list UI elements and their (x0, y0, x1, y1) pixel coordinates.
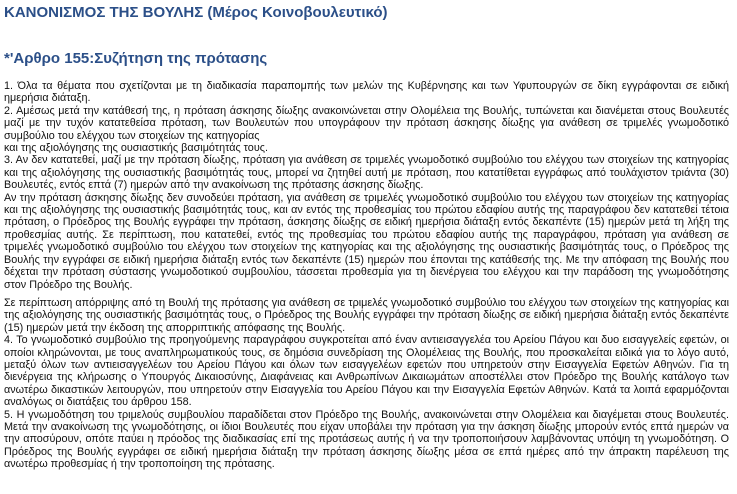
paragraph-1: 1. Όλα τα θέματα που σχετίζονται με τη διαδικασία παραπομπής των μελών της Κυβέρνησης και των Υφυπουργών σε δίκη εγγράφονται σε ειδική ημερήσια διάταξη. (4, 80, 729, 105)
paragraph-4: 4. Το γνωμοδοτικό συμβούλιο της προηγούμενης παραγράφου συγκροτείται από έναν αντιεισαγγελέα του Αρείου Πάγου και δυο εισαγγελείς εφετών, οι οποίοι κληρώνονται, με τους αναπληρωματικούς τους, σε δημόσια συνεδρίαση της Ολομέλειας της Βουλής, που προσκαλείται ειδικά για το λόγο αυτό, μεταξύ όλων των αντιεισαγγελέων του Αρείου Πάγου και όλων των εισαγγελέων εφετών που υπηρετούν στην Εισαγγελία Εφετών Αθηνών. Για τη διενέργεια της κλήρωσης ο Υπουργός Δικαιοσύνης, Διαφάνειας και Ανθρωπίνων Δικαιωμάτων αποστέλλει στον Πρόεδρο της Βουλής κατάλογο των ανωτέρω δικαστικών λειτουργών, που υπηρετούν στην Εισαγγελία του Αρείου Πάγου και την Εισαγγελία Εφετών Αθηνών. Κατά τα λοιπά εφαρμόζονται αναλόγως οι διατάξεις του άρθρου 158. (4, 334, 729, 409)
article-title: *'Αρθρο 155:Συζήτηση της πρότασης (4, 50, 268, 67)
paragraph-2-continuation: και της αξιολόγησης της ουσιαστικής βασιμότητάς τους. (4, 142, 268, 155)
article-body (4, 80, 729, 471)
paragraph-5: 5. Η γνωμοδότηση του τριμελούς συμβουλίου παραδίδεται στον Πρόεδρο της Βουλής, ανακοινώνεται στην Ολομέλεια και διαγέμεται στους Βουλευτές. Μετά την ανακοίνωση της γνωμοδότησης, οι ίδιοι Βουλευτές που είχαν υποβάλει την πρόταση για την άσκηση δίωξης μπορούν εντός επτά ημερών να την αποσύρουν, οπότε παύει η πρόοδος της διαδικασίας επί της προτάσεως αυτής ή να την τροποποιήσουν λαμβάνοντας υπόψη τη γνωμοδότηση. Ο Πρόεδρος της Βουλής εγγράφει σε ειδική ημερήσια διάταξη την πρόταση άσκησης δίωξης μέσα σε επτά ημέρες από την άπρακτη παρέλευση της ανωτέρω προθεσμίας ή την τροποποίηση της πρότασης. (4, 408, 729, 471)
paragraph-2: 2. Αμέσως μετά την κατάθεσή της, η πρόταση άσκησης δίωξης ανακοινώνεται στην Ολομέλεια της Βουλής, τυπώνεται και διανέμεται στους Βουλευτές μαζί με την τυχόν κατατεθείσα πρόταση, των Βουλευτών που υπογράφουν την πρόταση άσκησης δίωξης για ανάθεση σε τριμελές γνωμοδοτικό συμβούλιο του ελέγχου των στοιχείων της κατηγορίας (4, 104, 729, 142)
paragraph-3-second: Αν την πρόταση άσκησης δίωξης δεν συνοδεύει πρόταση, για ανάθεση σε τριμελές γνωμοδοτικό συμβούλιο του ελέγχου των στοιχείων της κατηγορίας και της αξιολόγησης της ουσιαστικής βασιμότητάς τους, και αν εντός της προθεσμίας του πρώτου εδαφίου αυτής της παραγράφου δεν κατατεθεί τέτοια πρόταση, ο Πρόεδρος της Βουλής εγγράφει την πρόταση, άσκησης δίωξης σε ειδική ημερήσια διάταξη εντός δεκαπέντε (15) ημερών μετά τη λήξη της προθεσμίας αυτής. Σε περίπτωση, που κατατεθεί, εντός της προθεσμίας του πρώτου εδαφίου αυτής της παραγράφου, πρόταση για ανάθεση σε τριμελές γνωμοδοτικό συμβούλιο του ελέγχου των στοιχείων της κατηγορίας και της αξιολόγησης της ουσιαστικής βασιμότητάς τους, ο Πρόεδρος της Βουλής την εγγράφει σε ειδική ημερήσια διάταξη εντός των δεκαπέντε (15) ημερών που έπονται της κατάθεσής της. Με την απόφαση της Βουλής που δέχεται την πρόταση σύστασης γνωμοδοτικού συμβουλίου, τάσσεται προθεσμία για τη διενέργεια του ελέγχου και την παράδοση της γνωμοδότησης στον Πρόεδρο της Βουλής. (4, 191, 729, 291)
paragraph-3-third: Σε περίπτωση απόρριψης από τη Βουλή της πρότασης για ανάθεση σε τριμελές γνωμοδοτικό συμβούλιο του ελέγχου των στοιχείων της κατηγορίας και της αξιολόγησης της ουσιαστικής βασιμότητάς τους, ο Πρόεδρος της Βουλής εγγράφει την πρόταση δίωξης σε ειδική ημερήσια διάταξη εντός δεκαπέντε (15) ημερών μετά την έκδοση της απορριπτικής απόφασης της Βουλής. (4, 296, 729, 334)
document-heading: ΚΑΝΟΝΙΣΜΟΣ ΤΗΣ ΒΟΥΛΗΣ (Μέρος Κοινοβουλευτικό) (4, 4, 388, 21)
paragraph-3: 3. Αν δεν κατατεθεί, μαζί με την πρόταση δίωξης, πρόταση για ανάθεση σε τριμελές γνωμοδοτικό συμβούλιο του ελέγχου των στοιχείων της κατηγορίας και της αξιολόγησης της ουσιαστικής βασιμότητάς τους, μπορεί να ζητηθεί αυτή με πρόταση, που κατατίθεται εγγράφως από τουλάχιστον τριάντα (30) Βουλευτές, εντός επτά (7) ημερών από την ανακοίνωση της πρότασης άσκησης δίωξης. (4, 154, 729, 192)
